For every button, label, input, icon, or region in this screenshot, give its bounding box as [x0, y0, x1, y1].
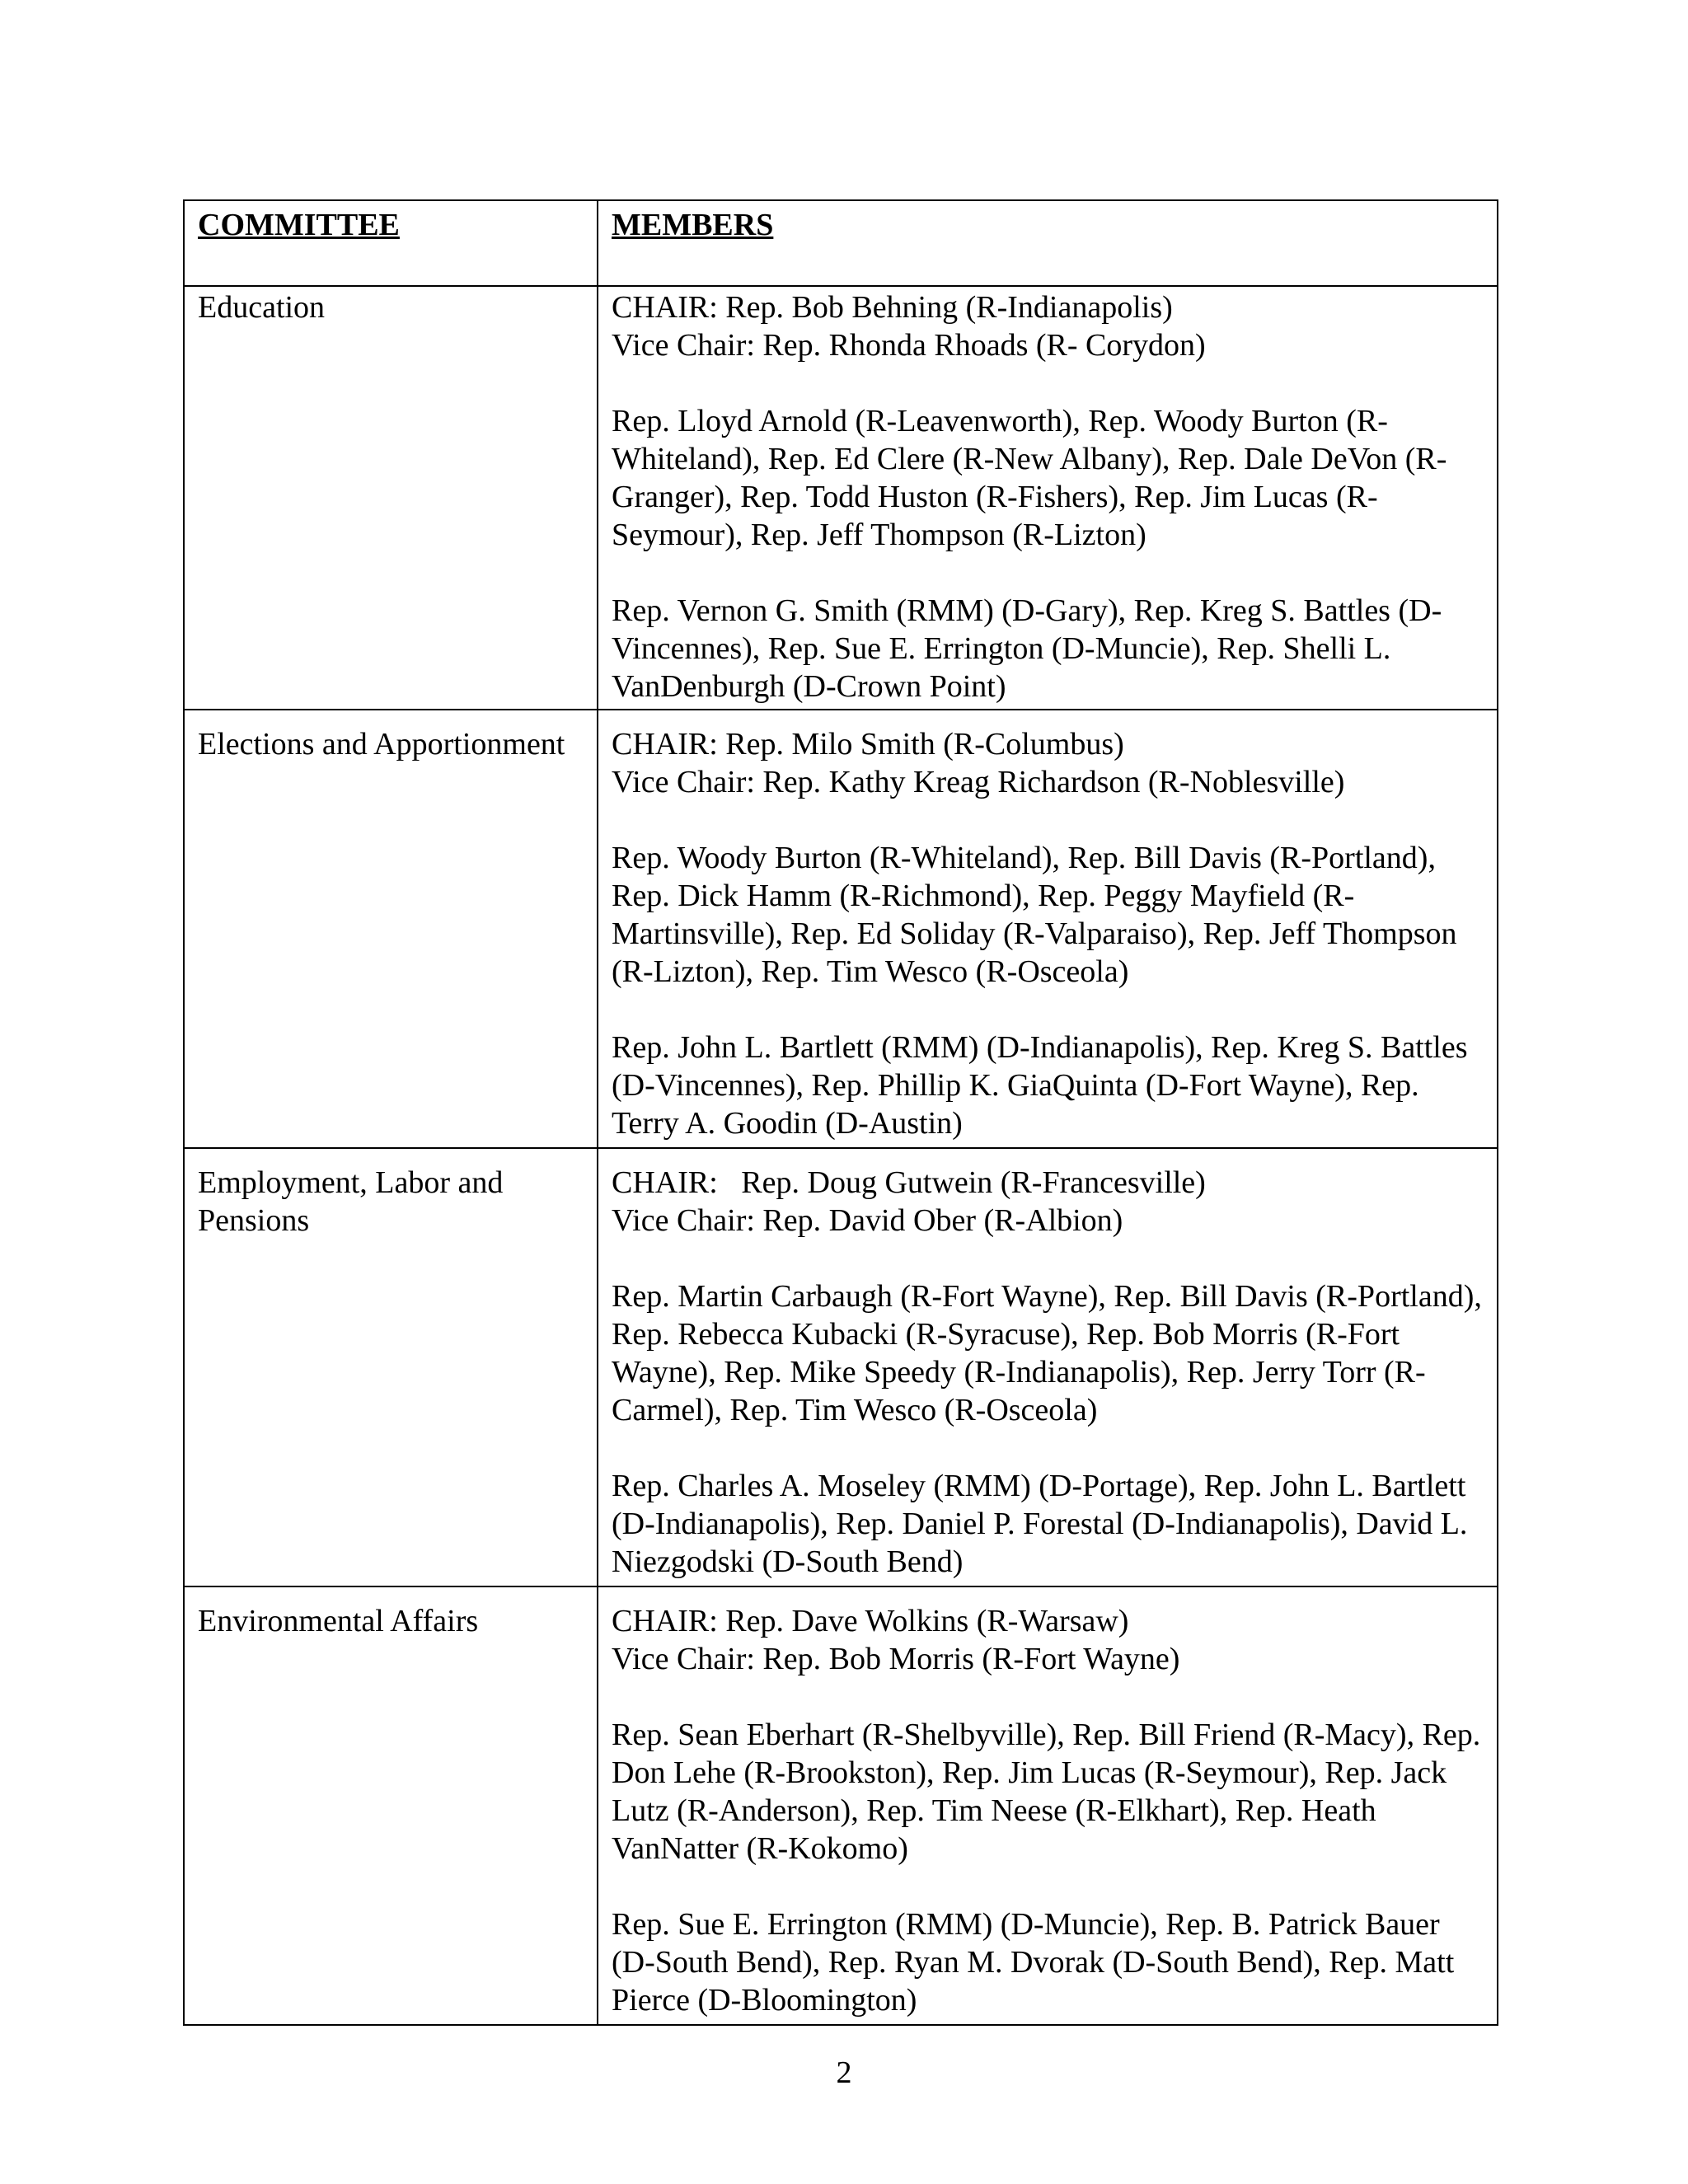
members-cell [598, 710, 1498, 1148]
chair-line: CHAIR: Rep. Milo Smith (R-Columbus) [612, 727, 1124, 762]
page-number: 2 [836, 2055, 852, 2090]
committee-name: Employment, Labor and Pensions [184, 1148, 598, 1586]
committee-column-header: COMMITTEE [184, 200, 598, 286]
vice-chair-line: Vice Chair: Rep. David Ober (R-Albion) [612, 1203, 1123, 1238]
vice-chair-line: Vice Chair: Rep. Rhonda Rhoads (R- Corydon) [612, 328, 1206, 363]
chair-line: CHAIR: Rep. Doug Gutwein (R-Francesville) [612, 1165, 1206, 1200]
members-cell [598, 1148, 1498, 1586]
democratic-members: Rep. Vernon G. Smith (RMM) (D-Gary), Rep. Kreg S. Battles (D-Vincennes), Rep. Sue E. Errington (D-Muncie), Rep. Shelli L. VanDenburgh (D-Crown Point) [612, 593, 1442, 704]
chair-line: CHAIR: Rep. Bob Behning (R-Indianapolis) [612, 290, 1173, 325]
committee-table [183, 199, 1498, 2026]
committee-name: Elections and Apportionment [184, 710, 598, 1148]
chair-line: CHAIR: Rep. Dave Wolkins (R-Warsaw) [612, 1604, 1129, 1638]
table-header-row [184, 200, 1498, 286]
table-row [184, 1586, 1498, 2025]
democratic-members: Rep. Charles A. Moseley (RMM) (D-Portage), Rep. John L. Bartlett (D-Indianapolis), Rep. Daniel P. Forestal (D-Indianapolis), David L. Niezgodski (D-South Bend) [612, 1469, 1468, 1579]
republican-members: Rep. Martin Carbaugh (R-Fort Wayne), Rep. Bill Davis (R-Portland), Rep. Rebecca Kubacki (R-Syracuse), Rep. Bob Morris (R-Fort Wayne), Rep. Mike Speedy (R-Indianapolis), Rep. Jerry Torr (R-Carmel), Rep. Tim Wesco (R-Osceola) [612, 1279, 1482, 1427]
table-row [184, 1148, 1498, 1586]
members-column-header: MEMBERS [598, 200, 1498, 286]
committee-name: Education [184, 286, 598, 710]
members-cell [598, 1586, 1498, 2025]
committee-name: Environmental Affairs [184, 1586, 598, 2025]
members-cell [598, 286, 1498, 710]
vice-chair-line: Vice Chair: Rep. Kathy Kreag Richardson (R-Noblesville) [612, 765, 1345, 799]
vice-chair-line: Vice Chair: Rep. Bob Morris (R-Fort Wayne) [612, 1642, 1180, 1676]
democratic-members: Rep. Sue E. Errington (RMM) (D-Muncie), Rep. B. Patrick Bauer (D-South Bend), Rep. Ryan M. Dvorak (D-South Bend), Rep. Matt Pierce (D-Bloomington) [612, 1907, 1455, 2018]
republican-members: Rep. Lloyd Arnold (R-Leavenworth), Rep. Woody Burton (R-Whiteland), Rep. Ed Clere (R-New Albany), Rep. Dale DeVon (R-Granger), Rep. Todd Huston (R-Fishers), Rep. Jim Lucas (R-Seymour), Rep. Jeff Thompson (R-Lizton) [612, 404, 1447, 552]
republican-members: Rep. Sean Eberhart (R-Shelbyville), Rep. Bill Friend (R-Macy), Rep. Don Lehe (R-Brookston), Rep. Jim Lucas (R-Seymour), Rep. Jack Lutz (R-Anderson), Rep. Tim Neese (R-Elkhart), Rep. Heath VanNatter (R-Kokomo) [612, 1718, 1481, 1866]
democratic-members: Rep. John L. Bartlett (RMM) (D-Indianapolis), Rep. Kreg S. Battles (D-Vincennes), Rep. Phillip K. GiaQuinta (D-Fort Wayne), Rep. Terry A. Goodin (D-Austin) [612, 1030, 1468, 1141]
table-row [184, 286, 1498, 710]
republican-members: Rep. Woody Burton (R-Whiteland), Rep. Bill Davis (R-Portland), Rep. Dick Hamm (R-Richmond), Rep. Peggy Mayfield (R-Martinsville), Rep. Ed Soliday (R-Valparaiso), Rep. Jeff Thompson (R-Lizton), Rep. Tim Wesco (R-Osceola) [612, 841, 1457, 989]
table-row [184, 710, 1498, 1148]
